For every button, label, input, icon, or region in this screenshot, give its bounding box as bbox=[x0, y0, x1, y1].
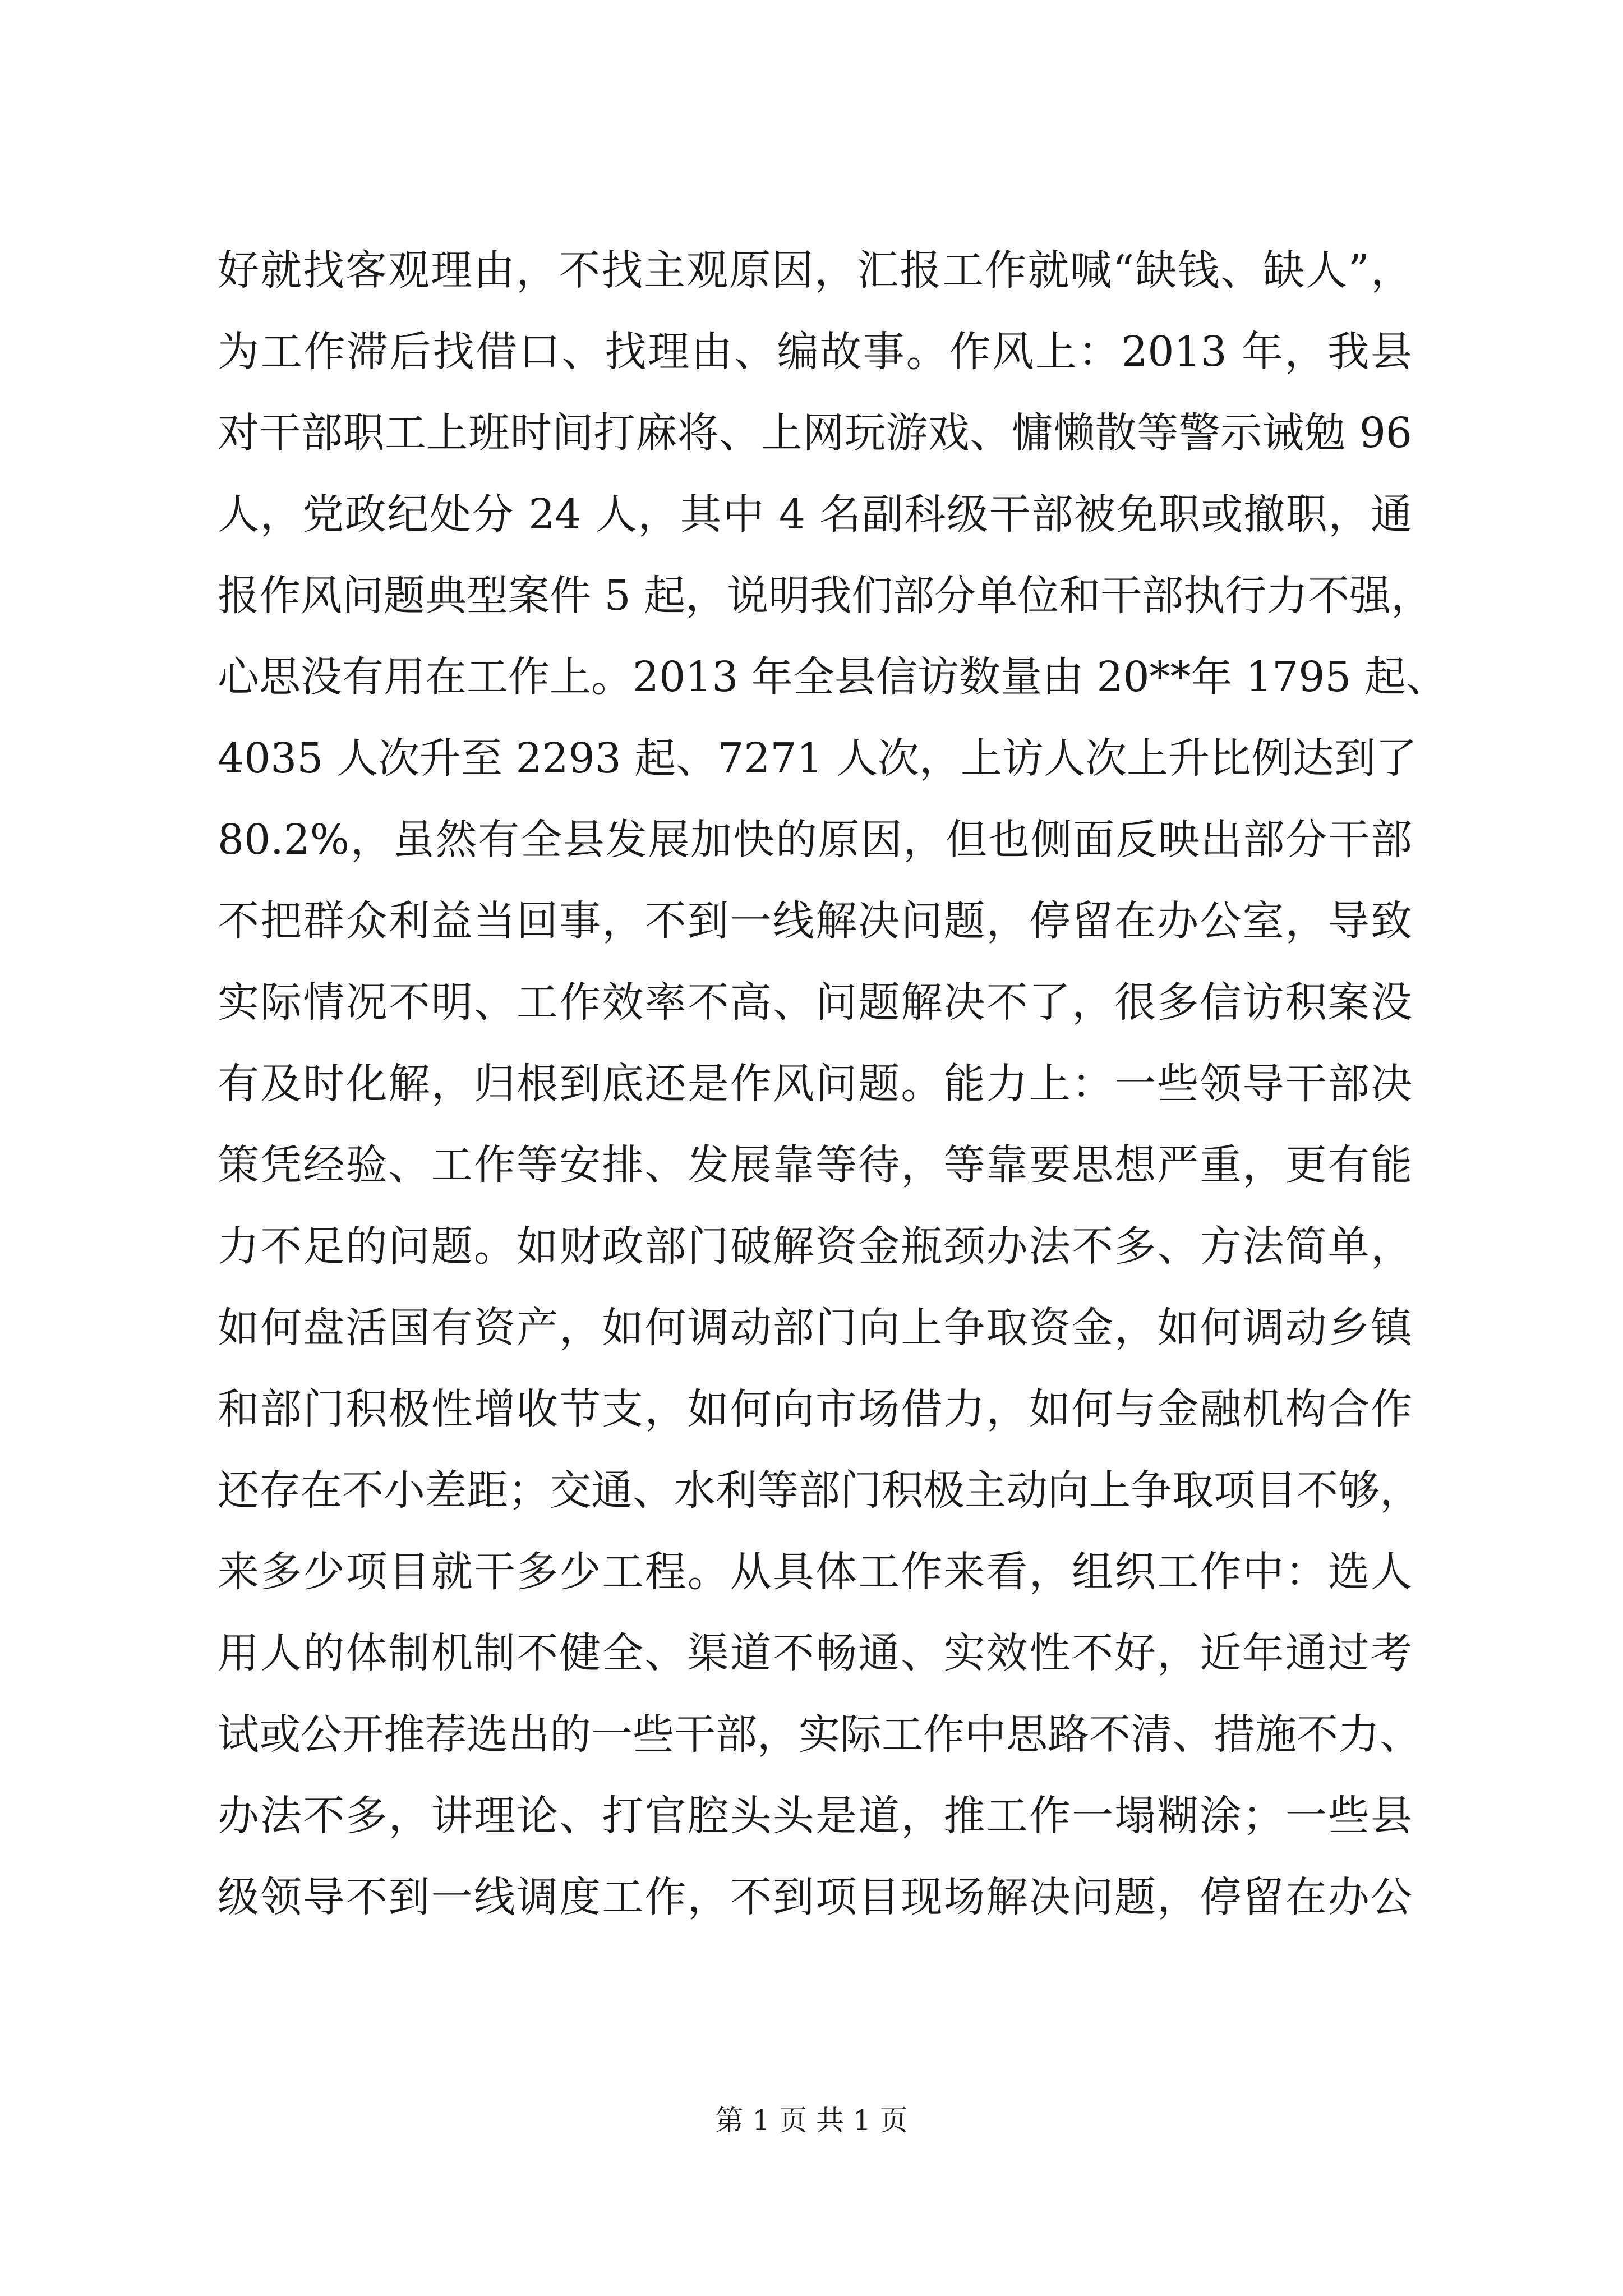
text-line: 力不足的问题。如财政部门破解资金瓶颈办法不多、方法简单， bbox=[218, 1222, 1412, 1271]
text-line: 和部门积极性增收节支，如何向市场借力，如何与金融机构合作 bbox=[218, 1385, 1412, 1433]
text-line: 为工作滞后找借口、找理由、编故事。作风上：2013 年，我县 bbox=[218, 328, 1412, 376]
text-line: 4035 人次升至 2293 起、7271 人次，上访人次上升比例达到了 bbox=[218, 734, 1418, 783]
text-line: 有及时化解，归根到底还是作风问题。能力上：一些领导干部决 bbox=[218, 1060, 1412, 1108]
text-line: 试或公开推荐选出的一些干部，实际工作中思路不清、措施不力、 bbox=[218, 1710, 1421, 1759]
text-line: 办法不多，讲理论、打官腔头头是道，推工作一塌糊涂；一些县 bbox=[218, 1792, 1412, 1840]
text-line: 来多少项目就干多少工程。从具体工作来看，组织工作中：选人 bbox=[218, 1548, 1412, 1596]
text-line: 还存在不小差距；交通、水利等部门积极主动向上争取项目不够， bbox=[218, 1466, 1421, 1515]
text-line: 心思没有用在工作上。2013 年全县信访数量由 20**年 1795 起、 bbox=[218, 653, 1447, 701]
text-line: 人，党政纪处分 24 人，其中 4 名副科级干部被免职或撤职，通 bbox=[218, 490, 1412, 539]
text-line: 级领导不到一线调度工作，不到项目现场解决问题，停留在办公 bbox=[218, 1873, 1412, 1921]
page-footer: 第 1 页 共 1 页 bbox=[715, 2104, 908, 2137]
text-line: 80.2%，虽然有全县发展加快的原因，但也侧面反映出部分干部 bbox=[218, 816, 1412, 864]
text-line: 好就找客观理由，不找主观原因，汇报工作就喊“缺钱、缺人”， bbox=[218, 246, 1412, 295]
text-line: 对干部职工上班时间打麻将、上网玩游戏、慵懒散等警示诫勉 96 bbox=[218, 409, 1412, 457]
body-paragraph bbox=[218, 230, 1447, 1938]
text-line: 用人的体制机制不健全、渠道不畅通、实效性不好，近年通过考 bbox=[218, 1629, 1412, 1677]
text-line: 如何盘活国有资产，如何调动部门向上争取资金，如何调动乡镇 bbox=[218, 1304, 1412, 1352]
text-line: 报作风问题典型案件 5 起，说明我们部分单位和干部执行力不强， bbox=[218, 572, 1433, 620]
text-line: 不把群众利益当回事，不到一线解决问题，停留在办公室，导致 bbox=[218, 897, 1412, 945]
text-line: 策凭经验、工作等安排、发展靠等待，等靠要思想严重，更有能 bbox=[218, 1141, 1412, 1189]
text-line: 实际情况不明、工作效率不高、问题解决不了，很多信访积案没 bbox=[218, 978, 1412, 1027]
